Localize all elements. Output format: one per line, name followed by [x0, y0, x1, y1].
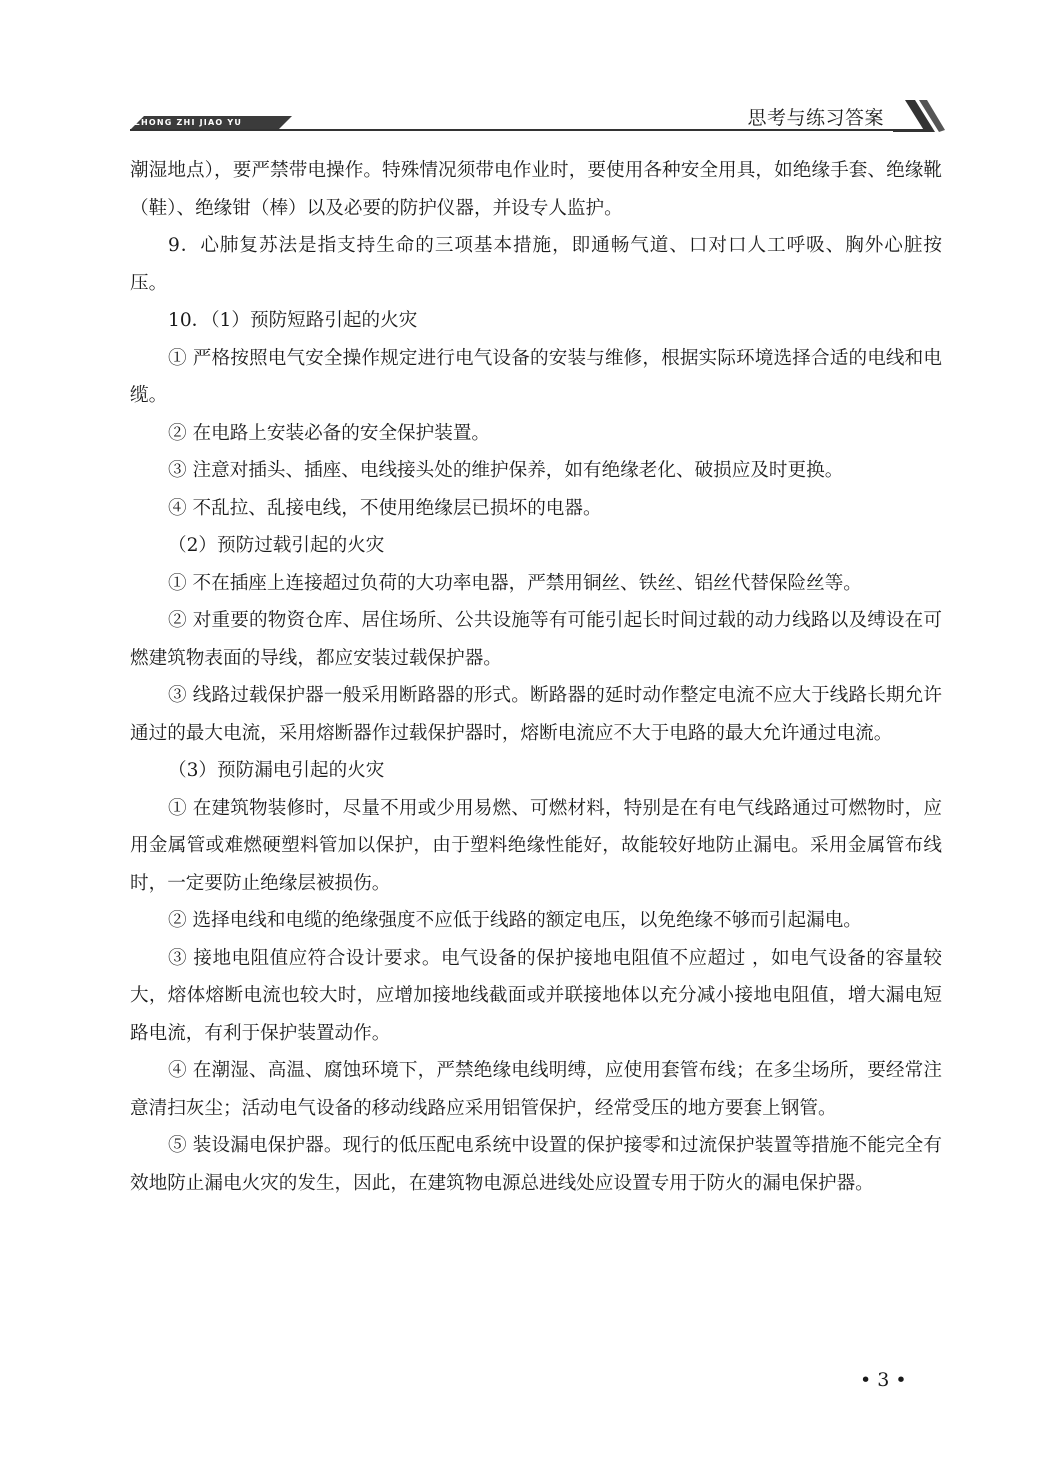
header-title: 思考与练习答案 — [747, 107, 884, 129]
page-header — [0, 0, 1044, 140]
paragraph: ③ 线路过载保护器一般采用断路器的形式。断路器的延时动作整定电流不应大于线路长期允许通过的最大电流，采用熔断器作过载保护器时，熔断电流应不大于电路的最大允许通过电流。 — [130, 685, 942, 744]
paragraph: ⑤ 装设漏电保护器。现行的低压配电系统中设置的保护接零和过流保护装置等措施不能完全有效地防止漏电火灾的发生，因此，在建筑物电源总进线处应设置专用于防火的漏电保护器。 — [130, 1135, 942, 1194]
document-body — [130, 152, 942, 1202]
paragraph: ④ 在潮湿、高温、腐蚀环境下，严禁绝缘电线明缚，应使用套管布线；在多尘场所，要经常注意清扫灰尘；活动电气设备的移动线路应采用铝管保护，经常受压的地方要套上钢管。 — [130, 1060, 942, 1119]
paragraph: 潮湿地点），要严禁带电操作。特殊情况须带电作业时，要使用各种安全用具，如绝缘手套、绝缘靴（鞋）、绝缘钳（棒）以及必要的防护仪器，并设专人监护。 — [130, 160, 942, 219]
paragraph: ③ 接地电阻值应符合设计要求。电气设备的保护接地电阻值不应超过 ，如电气设备的容量较大，熔体熔断电流也较大时，应增加接地线截面或并联接地体以充分减小接地电阻值，增大漏电短路电流，有利于保护装置动作。 — [130, 947, 942, 1044]
paragraph: 10．（1）预防短路引起的火灾 — [168, 310, 418, 331]
header-slash-mark — [893, 100, 945, 132]
paragraph: ② 选择电线和电缆的绝缘强度不应低于线路的额定电压，以免绝缘不够而引起漏电。 — [168, 910, 862, 931]
paragraph: 9．心肺复苏法是指支持生命的三项基本措施，即通畅气道、口对口人工呼吸、胸外心脏按压。 — [130, 235, 942, 294]
paragraph: ② 对重要的物资仓库、居住场所、公共设施等有可能引起长时间过载的动力线路以及缚设在可燃建筑物表面的导线，都应安装过载保护器。 — [130, 610, 942, 669]
header-latin-text: ZHONG ZHI JIAO YU — [134, 118, 243, 127]
paragraph: ① 严格按照电气安全操作规定进行电气设备的安装与维修，根据实际环境选择合适的电线和电缆。 — [130, 347, 942, 406]
paragraph: ④ 不乱拉、乱接电线，不使用绝缘层已损坏的电器。 — [168, 497, 602, 519]
paragraph: ③ 注意对插头、插座、电线接头处的维护保养，如有绝缘老化、破损应及时更换。 — [168, 460, 844, 481]
page-number: • 3 • — [860, 1369, 907, 1391]
paragraph: ① 不在插座上连接超过负荷的大功率电器，严禁用铜丝、铁丝、铝丝代替保险丝等。 — [168, 572, 862, 594]
paragraph: ② 在电路上安装必备的安全保护装置。 — [168, 422, 491, 444]
paragraph: （2）预防过载引起的火灾 — [168, 535, 385, 556]
paragraph: ① 在建筑物装修时，尽量不用或少用易燃、可燃材料，特别是在有电气线路通过可燃物时，应用金属管或难燃硬塑料管加以保护，由于塑料绝缘性能好，故能较好地防止漏电。采用金属管布线时，一定要防止绝缘层被损伤。 — [130, 797, 942, 894]
paragraph: （3）预防漏电引起的火灾 — [168, 760, 385, 781]
